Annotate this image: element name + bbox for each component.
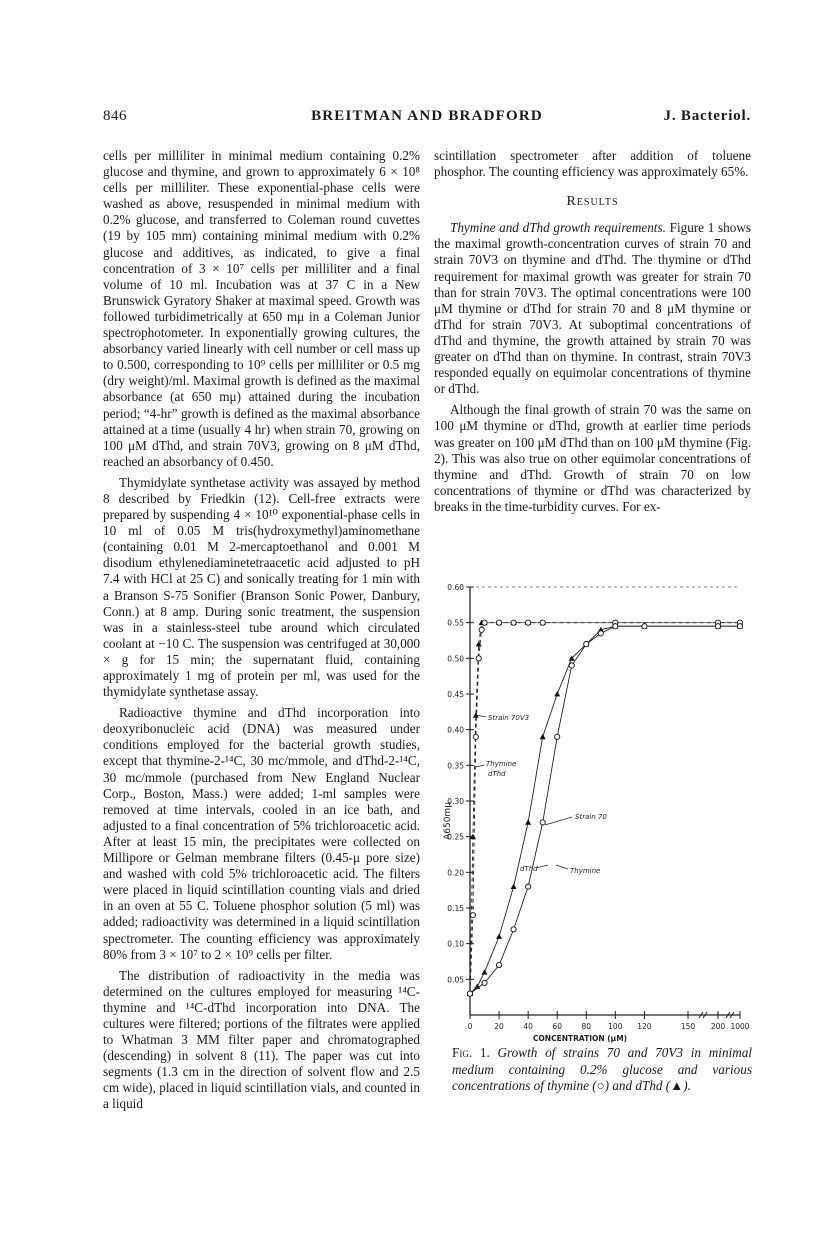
data-point-thymine (511, 927, 516, 932)
data-point-thymine (526, 884, 531, 889)
data-point-thymine (479, 627, 484, 632)
left-column (103, 148, 420, 1113)
section-heading: Results (566, 194, 619, 210)
y-tick-label: 0.15 (447, 904, 464, 913)
x-tick-label: 150 (680, 1022, 696, 1031)
x-tick-label: 200 (710, 1022, 726, 1031)
annotation-leader (536, 865, 548, 868)
data-point-thymine (482, 980, 487, 985)
data-point-dthd (482, 969, 488, 974)
chart-annotation: Strain 70V3 (488, 714, 530, 722)
figure-label: Fig. 1. (452, 1045, 490, 1060)
data-point-thymine (511, 620, 516, 625)
paragraph: Although the final growth of strain 70 was the same on 100 μM thymine or dThd, growth at earlier time periods was greater on 100 μM dThd than on 100 μM thymine (Fig. 2). This was also true on other equimolar concentrations of thymine and dThd. Growth of strain 70 on low concentrations of thymine or dThd was characterized by breaks in the time-turbidity curves. For ex- (434, 402, 751, 514)
y-tick-label: 0.35 (447, 761, 464, 771)
data-point-thymine (496, 620, 501, 625)
x-tick-label: 100 (608, 1022, 623, 1031)
page-number: 846 (103, 108, 127, 124)
y-tick-label: 0.30 (447, 797, 464, 806)
paragraph: scintillation spectrometer after addition of toluene phosphor. The counting efficiency was approximately 65%. (434, 148, 751, 180)
data-point-thymine (467, 991, 472, 996)
y-tick-label: 0.60 (447, 583, 464, 592)
journal-name: J. Bacteriol. (663, 108, 751, 124)
x-tick-label: 120 (637, 1022, 652, 1031)
data-point-thymine (613, 624, 618, 629)
y-tick-label: 0.50 (447, 654, 464, 664)
data-point-thymine (737, 624, 742, 629)
caption-text: Growth of strains 70 and 70V3 in minimal medium containing 0.2% glucose and various concentrations of thymine (○) and dThd (▲). (452, 1045, 752, 1093)
page-header (103, 108, 751, 130)
x-tick-label: 1000 (730, 1022, 750, 1031)
paragraph-text: Figure 1 shows the maximal growth-concentration curves of strain 70 and strain 70V3 on thymine and dThd. The thymine or dThd requirement for maximal growth was greater for strain 70 than for strain 70V3. The optimal concentrations were 100 μM thymine or dThd for strain 70 and 8 μM thymine or dThd for strain 70V3. At suboptimal concentrations of dThd and thymine, the growth attained by strain 70 was greater on dThd than on thymine. In contrast, strain 70V3 responded equally on equimolar concentrations of thymine or dThd. (434, 220, 752, 397)
figure-1 (440, 565, 755, 1043)
x-tick-label: 0 (467, 1022, 473, 1031)
y-tick-label: 0.40 (447, 725, 464, 735)
chart-annotation: dThd (520, 865, 538, 873)
data-point-dthd (525, 819, 531, 824)
run-in-heading: Thymine and dThd growth requirements. (450, 220, 666, 236)
data-point-thymine (642, 624, 647, 629)
x-tick-label: 60 (552, 1022, 562, 1031)
chart-annotation: Strain 70 (575, 813, 607, 821)
data-point-thymine (584, 641, 589, 646)
y-tick-label: 0.10 (447, 939, 464, 949)
data-point-thymine (470, 913, 475, 918)
data-point-dthd (511, 884, 517, 889)
x-axis-label: CONCENTRATION (μM) (532, 1034, 628, 1043)
data-point-thymine (473, 734, 478, 739)
y-axis-label: A650mμ (443, 802, 453, 840)
data-point-thymine (555, 734, 560, 739)
paragraph: Radioactive thymine and dThd incorporation into deoxyribonucleic acid (DNA) was measured under conditions employed for the bacterial growth studies, except that thymine-2-¹⁴C, 30 mc/mmole, and dThd-2-¹⁴C, 30 mc/mmole (purchased from New England Nuclear Corp., Boston, Mass.) were added; 1-ml samples were removed at time intervals, cooled in an ice bath, and adjusted to a final concentration of 5% trichloroacetic acid. After at least 15 min, the precipitates were collected on Millipore or Gelman membrane filters (0.45-μ pore size) and washed with cold 5% trichloroacetic acid. The filters were placed in liquid scintillation counting vials and dried in an oven at 55 C. Toluene phosphor solution (5 ml) was added; radioactivity was determined in a liquid scintillation spectrometer. The counting efficiency was approximately 80% from 3 × 10⁷ to 2 × 10⁹ cells per filter. (103, 705, 420, 962)
chart-annotation: Thymine (570, 867, 601, 875)
annotation-leader (545, 817, 572, 825)
x-tick-label: 80 (581, 1022, 592, 1031)
growth-chart (440, 565, 755, 1043)
running-head-authors: BREITMAN AND BRADFORD (311, 108, 543, 124)
data-point-thymine (715, 624, 720, 629)
y-tick-label: 0.45 (447, 690, 464, 699)
chart-annotation: dThd (488, 770, 506, 778)
figure-caption (452, 1045, 752, 1095)
annotation-leader (556, 865, 568, 869)
data-point-thymine (526, 620, 531, 625)
y-tick-label: 0.25 (447, 832, 464, 842)
y-tick-label: 0.05 (447, 975, 464, 985)
data-point-thymine (540, 820, 545, 825)
data-point-thymine (496, 962, 501, 967)
paragraph (434, 220, 751, 397)
y-tick-label: 0.55 (447, 618, 464, 628)
data-point-dthd (554, 691, 560, 696)
data-point-dthd (540, 734, 546, 739)
right-column (434, 148, 751, 515)
data-point-thymine (598, 631, 603, 636)
series-line (470, 626, 740, 993)
data-point-dthd (496, 934, 502, 939)
data-point-thymine (569, 663, 574, 668)
data-point-thymine (476, 656, 481, 661)
paragraph: The distribution of radioactivity in the media was determined on the cultures employed for measuring ¹⁴C-thymine and ¹⁴C-dThd incorporation into DNA. The cultures were filtered; portions of the filtrates were applied to Whatman 3 MM filter paper and chromatographed (descending) in solvent 8 (11). The paper was cut into segments (1.3 cm in the direction of solvent flow and 2.5 cm wide), placed in liquid scintillation vials, and counted in a liquid (103, 967, 420, 1112)
annotation-leader (476, 765, 484, 767)
x-tick-label: 20 (494, 1022, 504, 1031)
paragraph: Thymidylate synthetase activity was assayed by method 8 described by Friedkin (12). Cell-free extracts were prepared by suspending 4 × 10¹⁰ exponential-phase cells in 10 ml of 0.05 M tris(hydroxymethyl)aminomethane (containing 0.01 M 2-mercaptoethanol and 0.001 M disodium ethylenediaminetetraacetic acid adjusted to pH 7.4 with HCl at 25 C) and sonically treating for 1 min with a Branson S-75 Sonifier (Branson Sonic Power, Danbury, Conn.) at 8 amp. During sonic treatment, the suspension was in a stainless-steel tube around which circulated coolant at −10 C. The suspension was centrifuged at 30,000 × g for 15 min; the supernatant fluid, containing approximately 1 mg of protein per ml, was used for the thymidylate synthetase assay. (103, 474, 420, 700)
chart-annotation: Thymine (486, 760, 517, 768)
y-tick-label: 0.20 (447, 868, 464, 878)
data-point-thymine (540, 620, 545, 625)
data-point-thymine (482, 620, 487, 625)
x-tick-label: 40 (523, 1022, 533, 1031)
paragraph: cells per milliliter in minimal medium containing 0.2% glucose and thymine, and grown to approximately 6 × 10⁸ cells per milliliter. These exponential-phase cells were washed as above, resuspended in minimal medium with 0.2% glucose, and transferred to Coleman round cuvettes (19 by 105 mm) containing minimal medium with 0.2% glucose and additives, as indicated, to give a final concentration of 3 × 10⁷ cells per milliliter and a final volume of 10 ml. Incubation was at 37 C in a New Brunswick Gyratory Shaker at maximal speed. Growth was followed turbidimetrically at 650 mμ in a Coleman Junior spectrophotometer. In exponentially growing cultures, the absorbancy varied linearly with cell number or cell mass up to 0.500, corresponding to 10⁹ cells per milliliter or 0.5 mg (dry weight)/ml. Maximal growth is defined as the maximal absorbance (at 650 mμ) attained during the incubation period; “4-hr” growth is defined as the maximal absorbance attained at a time (usually 4 hr) when strain 70, growing on 100 μM dThd, and strain 70V3, growing on 8 μM dThd, reached an absorbancy of 0.450. (103, 148, 420, 469)
series-line (470, 626, 740, 993)
